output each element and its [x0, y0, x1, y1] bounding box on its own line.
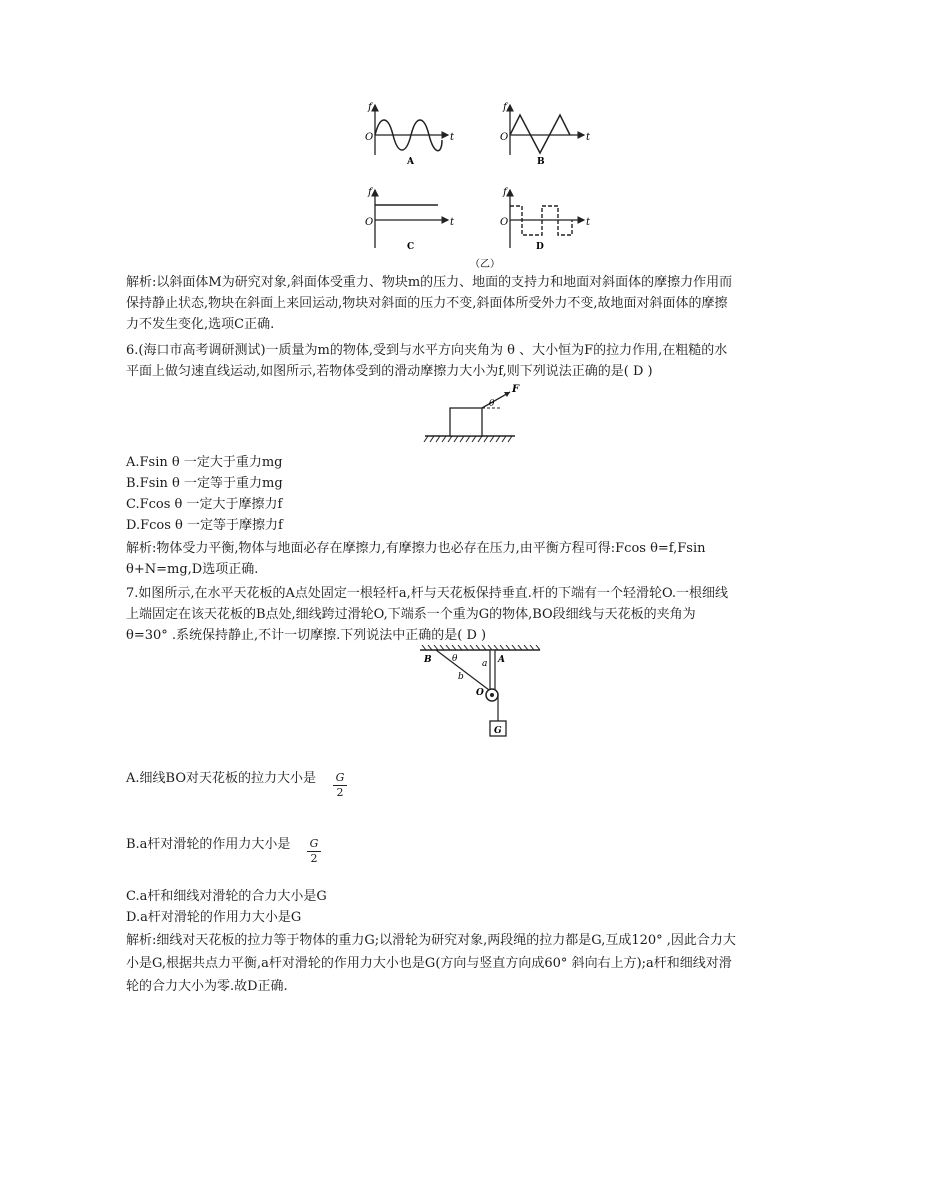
q6-stem-line-1: 6.(海口市高考调研测试)一质量为m的物体,受到与水平方向夹角为 θ 、大小恒为F的拉力作用,在粗糙的水	[126, 343, 728, 358]
weight-label: G	[494, 726, 502, 736]
fraction-numerator: G	[309, 837, 319, 850]
analysis-5-line-1: 解析:以斜面体M为研究对象,斜面体受重力、物块m的压力、地面的支持力和地面对斜面体的摩擦力作用而	[126, 275, 733, 290]
q6-stem-line-2: 平面上做匀速直线运动,如图所示,若物体受到的滑动摩擦力大小为f,则下列说法正确的是( D )	[126, 364, 653, 379]
q6-analysis-line-2: θ+N=mg,D选项正确.	[126, 562, 259, 577]
graph-b-label: B	[537, 157, 545, 167]
t-axis-label: t	[586, 217, 591, 228]
analysis-5-line-3: 力不发生变化,选项C正确.	[126, 317, 275, 332]
pulley-o-label: O	[476, 688, 484, 698]
f-axis-label: f	[503, 187, 507, 198]
fraction-denominator: 2	[310, 852, 318, 865]
fraction-denominator: 2	[336, 786, 344, 799]
q6-figure	[420, 382, 520, 448]
q7-analysis-line-2: 小是G,根据共点力平衡,a杆对滑轮的作用力大小也是G(方向与竖直方向成60° 斜向右上方);a杆和细线对滑	[126, 956, 732, 971]
graph-a	[365, 102, 455, 167]
figure-yi	[360, 100, 600, 270]
force-label: F	[512, 384, 520, 395]
graph-a-label: A	[407, 157, 414, 167]
t-axis-label: t	[450, 132, 455, 143]
q7-option-b[interactable]: B.a杆对滑轮的作用力大小是	[126, 837, 291, 852]
origin-label: O	[365, 132, 374, 143]
q7-figure	[410, 645, 550, 745]
graph-d-label: D	[536, 242, 544, 252]
point-b-label: B	[424, 655, 432, 665]
origin-label: O	[500, 217, 509, 228]
angle-label: θ	[489, 399, 495, 409]
graph-c	[365, 187, 455, 252]
figure-caption: （乙）	[470, 259, 500, 270]
q7-option-c[interactable]: C.a杆和细线对滑轮的合力大小是G	[126, 889, 327, 904]
q6-option-d[interactable]: D.Fcos θ 一定等于摩擦力f	[126, 518, 283, 533]
q7-analysis-line-3: 轮的合力大小为零.故D正确.	[126, 979, 288, 994]
q7-option-b-fraction	[307, 838, 321, 865]
q6-option-b[interactable]: B.Fsin θ 一定等于重力mg	[126, 476, 283, 491]
f-axis-label: f	[368, 187, 372, 198]
analysis-5-line-2: 保持静止状态,物块在斜面上来回运动,物块对斜面的压力不变,斜面体所受外力不变,故地面对斜面体的摩擦	[126, 296, 728, 311]
t-axis-label: t	[450, 217, 455, 228]
q7-stem-line-1: 7.如图所示,在水平天花板的A点处固定一根轻杆a,杆与天花板保持垂直.杆的下端有一个轻滑轮O.一根细线	[126, 586, 728, 601]
q6-analysis-line-1: 解析:物体受力平衡,物体与地面必存在摩擦力,有摩擦力也必存在压力,由平衡方程可得:Fcos θ=f,Fsin	[126, 541, 706, 556]
string-b-label: b	[458, 672, 464, 682]
q6-option-c[interactable]: C.Fcos θ 一定大于摩擦力f	[126, 497, 283, 512]
theta-label: θ	[452, 654, 458, 664]
graph-b	[500, 102, 591, 167]
f-axis-label: f	[368, 102, 372, 113]
q7-option-d[interactable]: D.a杆对滑轮的作用力大小是G	[126, 910, 302, 925]
q7-option-a-fraction	[333, 772, 347, 799]
q7-stem-line-3: θ=30° .系统保持静止,不计一切摩擦.下列说法中正确的是( D )	[126, 628, 487, 643]
q6-option-a[interactable]: A.Fsin θ 一定大于重力mg	[126, 455, 283, 470]
point-a-label: A	[498, 655, 505, 665]
graph-d	[500, 187, 591, 252]
graph-c-label: C	[407, 242, 415, 252]
fraction-numerator: G	[335, 771, 345, 784]
origin-label: O	[365, 217, 374, 228]
q7-option-a[interactable]: A.细线BO对天花板的拉力大小是	[126, 771, 316, 786]
q7-analysis-line-1: 解析:细线对天花板的拉力等于物体的重力G;以滑轮为研究对象,两段绳的拉力都是G,互成120° ,因此合力大	[126, 933, 736, 948]
rod-a-label: a	[482, 659, 488, 669]
t-axis-label: t	[586, 132, 591, 143]
origin-label: O	[500, 132, 509, 143]
q7-stem-line-2: 上端固定在该天花板的B点处,细线跨过滑轮O,下端系一个重为G的物体,BO段细线与天花板的夹角为	[126, 607, 696, 622]
f-axis-label: f	[503, 102, 507, 113]
